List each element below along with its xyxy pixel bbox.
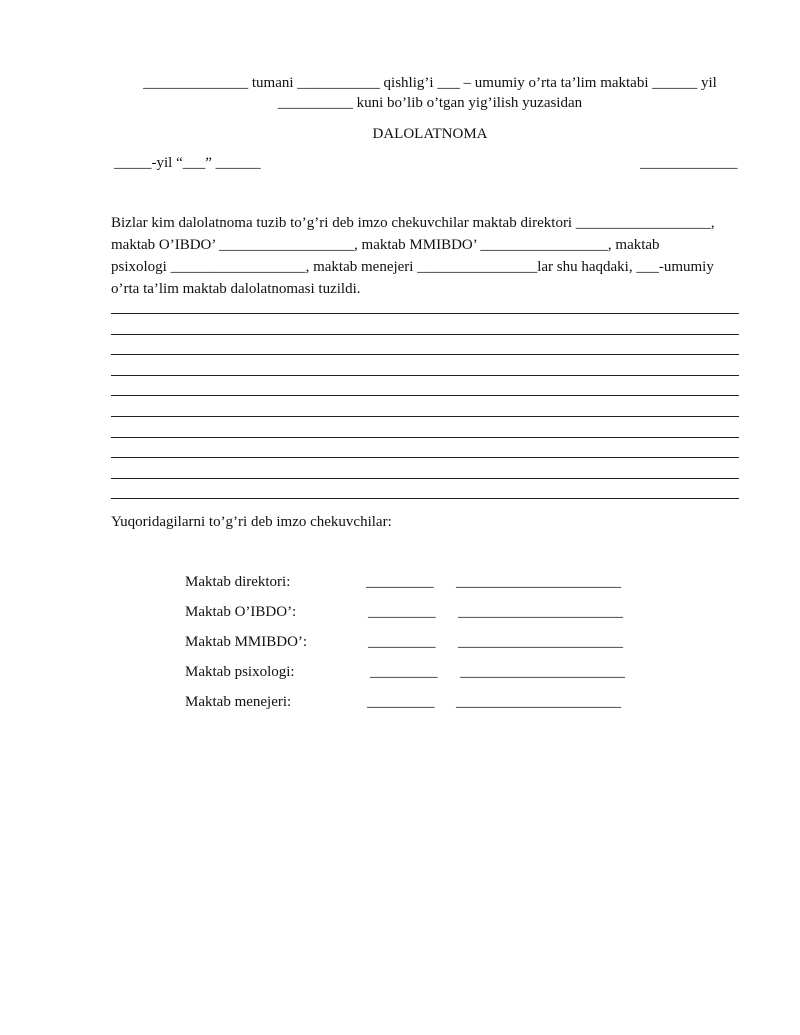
ruled-line (111, 437, 739, 438)
name-blank: ______________________ (458, 604, 623, 620)
name-blank: ______________________ (460, 664, 625, 680)
signer-label: Maktab O’IBDO’: (185, 604, 297, 620)
ruled-line (111, 334, 739, 335)
ruled-line (111, 478, 739, 479)
signature-blank: _________ (366, 574, 434, 590)
ruled-line (111, 313, 739, 314)
body-line-3: psixologi __________________, maktab menejeri ________________lar shu haqdaki, ___-umumiy (111, 259, 714, 275)
signature-row (185, 602, 645, 628)
name-blank: ______________________ (456, 694, 621, 710)
ruled-line (111, 375, 739, 376)
signer-label: Maktab direktori: (185, 574, 291, 590)
signature-row (185, 632, 645, 658)
body-line-4: o’rta ta’lim maktab dalolatnomasi tuzildi. (111, 281, 361, 297)
signature-blank: _________ (368, 634, 436, 650)
signers-heading: Yuqoridagilarni to’g’ri deb imzo chekuvchilar: (111, 514, 392, 530)
document-header (100, 73, 760, 113)
signer-label: Maktab MMIBDO’: (185, 634, 308, 650)
ruled-line (111, 498, 739, 499)
name-blank: ______________________ (456, 574, 621, 590)
signer-label: Maktab menejeri: (185, 694, 292, 710)
signature-row (185, 662, 645, 688)
header-line-2: __________ kuni bo’lib o’tgan yig’ilish yuzasidan (277, 95, 583, 111)
signature-blank: _________ (370, 664, 438, 680)
signature-row (185, 692, 645, 718)
ruled-line (111, 354, 739, 355)
ruled-line (111, 457, 739, 458)
ruled-line (111, 416, 739, 417)
signature-table (185, 572, 645, 718)
ruled-lines (111, 313, 739, 519)
signature-blank: _________ (367, 694, 435, 710)
signature-blank: _________ (368, 604, 436, 620)
ruled-line (111, 395, 739, 396)
place-field: _____________ (640, 155, 738, 171)
signature-row (185, 572, 645, 598)
signer-label: Maktab psixologi: (185, 664, 295, 680)
name-blank: ______________________ (458, 634, 623, 650)
body-line-2: maktab O’IBDO’ __________________, maktab MMIBDO’ _________________, maktab (111, 237, 660, 253)
body-line-1: Bizlar kim dalolatnoma tuzib to’g’ri deb imzo chekuvchilar maktab direktori __________________, (111, 215, 715, 231)
document-title: DALOLATNOMA (372, 126, 488, 142)
header-line-1: ______________ tumani ___________ qishlig’i ___ – umumiy o’rta ta’lim maktabi ______ yil (143, 75, 717, 91)
body-paragraph (111, 212, 744, 300)
date-field: _____-yil “___” ______ (114, 155, 261, 171)
